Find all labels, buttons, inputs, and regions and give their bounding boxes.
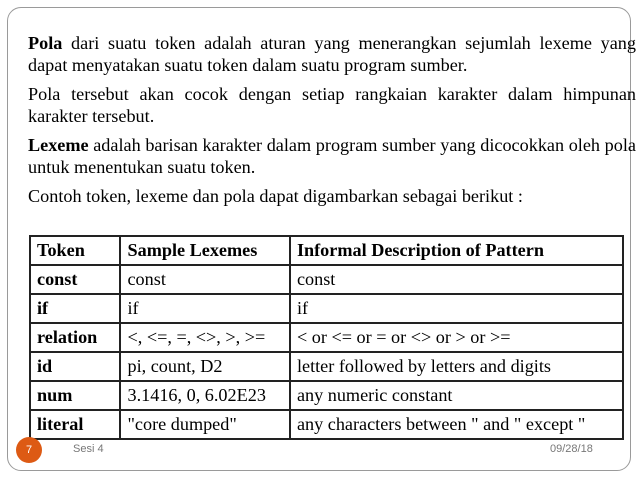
table-row xyxy=(30,323,623,352)
paragraph-pola-cocok xyxy=(28,83,636,127)
paragraph-lexeme-text: adalah barisan karakter dalam program sumber yang dicocokkan oleh pola untuk menentukan suatu token. xyxy=(28,135,636,177)
cell-token: relation xyxy=(30,323,120,352)
cell-pattern: const xyxy=(290,265,623,294)
cell-pattern: letter followed by letters and digits xyxy=(290,352,623,381)
table-row xyxy=(30,352,623,381)
table-intro: Contoh token, lexeme dan pola dapat digambarkan sebagai berikut : xyxy=(28,186,523,206)
cell-token: if xyxy=(30,294,120,323)
paragraph-pola-cocok-text: Pola tersebut akan cocok dengan setiap rangkaian karakter dalam himpunan karakter tersebut. xyxy=(28,84,636,126)
header-sample-lexemes: Sample Lexemes xyxy=(120,236,289,265)
cell-pattern: any numeric constant xyxy=(290,381,623,410)
paragraph-lexeme xyxy=(28,134,636,178)
term-lexeme: Lexeme xyxy=(28,135,89,155)
table-header-row xyxy=(30,236,623,265)
token-table xyxy=(29,235,624,440)
header-pattern-description: Informal Description of Pattern xyxy=(290,236,623,265)
cell-lexemes: 3.1416, 0, 6.02E23 xyxy=(120,381,289,410)
slide-content xyxy=(28,32,636,207)
cell-pattern: < or <= or = or <> or > or >= xyxy=(290,323,623,352)
cell-lexemes: if xyxy=(120,294,289,323)
footer-session-label: Sesi 4 xyxy=(73,443,104,455)
cell-lexemes: const xyxy=(120,265,289,294)
header-token: Token xyxy=(30,236,120,265)
cell-pattern: any characters between " and " except " xyxy=(290,410,623,439)
cell-lexemes: pi, count, D2 xyxy=(120,352,289,381)
term-pola: Pola xyxy=(28,33,63,53)
paragraph-pola-text: dari suatu token adalah aturan yang menerangkan sejumlah lexeme yang dapat menyatakan suatu token dalam suatu program sumber. xyxy=(28,33,636,75)
cell-pattern: if xyxy=(290,294,623,323)
cell-token: num xyxy=(30,381,120,410)
paragraph-pola xyxy=(28,32,636,76)
footer-date: 09/28/18 xyxy=(550,443,593,455)
cell-token: id xyxy=(30,352,120,381)
slide-number-badge: 7 xyxy=(16,437,42,463)
cell-lexemes: <, <=, =, <>, >, >= xyxy=(120,323,289,352)
table-row xyxy=(30,265,623,294)
cell-token: literal xyxy=(30,410,120,439)
table-row xyxy=(30,410,623,439)
cell-token: const xyxy=(30,265,120,294)
table-row xyxy=(30,294,623,323)
cell-lexemes: "core dumped" xyxy=(120,410,289,439)
table-row xyxy=(30,381,623,410)
